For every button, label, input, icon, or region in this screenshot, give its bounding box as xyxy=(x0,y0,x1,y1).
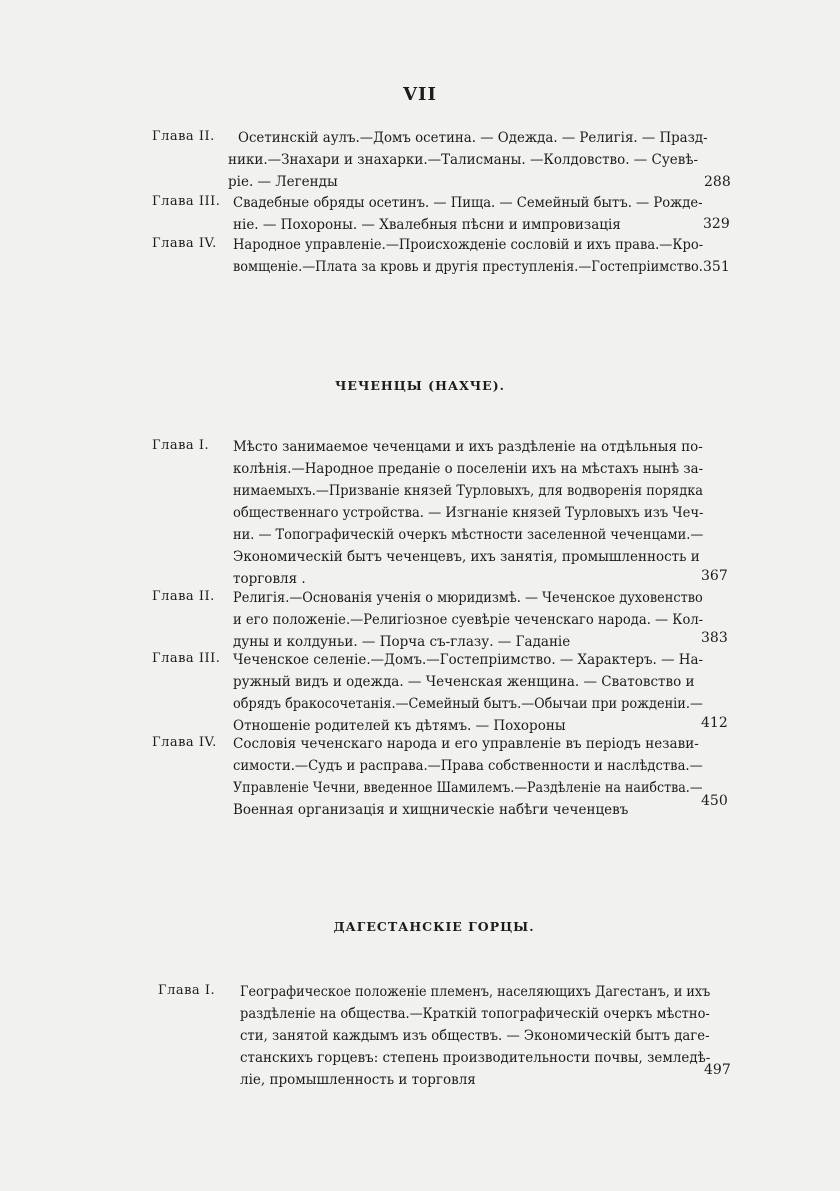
entry-line: нимаемыхъ.—Призваніе князей Турловыхъ, для водворенія порядка xyxy=(233,483,704,499)
entry-line: симости.—Судъ и расправа.—Права собственности и наслѣдства.— xyxy=(233,758,703,774)
entry-line: ніе. — Похороны. — Хвалебныя пѣсни и импровизація xyxy=(233,217,621,233)
page-ref: 367 xyxy=(701,568,728,584)
entry-line: обрядъ бракосочетанія.—Семейный бытъ.—Обычаи при рожденіи.— xyxy=(233,696,703,712)
entry-line: Управленіе Чечни, введенное Шамилемъ.—Раздѣленіе на наибства.— xyxy=(233,780,703,796)
entry-line: Сословія чеченскаго народа и его управленіе въ періодъ незави- xyxy=(233,736,699,752)
page-ref: 288 xyxy=(704,174,731,190)
section-title: ЧЕЧЕНЦЫ (НАХЧЕ). xyxy=(335,378,505,393)
entry-line: Географическое положеніе племенъ, населяющихъ Дагестанъ, и ихъ xyxy=(240,984,711,1000)
page-ref: 412 xyxy=(701,715,728,731)
entry-line: раздѣленіе на общества.—Краткій топографическій очеркъ мѣстно- xyxy=(240,1006,710,1022)
chapter-label: Глава II. xyxy=(152,129,215,144)
entry-line: общественнаго устройства. — Изгнаніе князей Турловыхъ изъ Чеч- xyxy=(233,505,704,521)
toc-entry xyxy=(152,235,732,279)
toc-entry xyxy=(152,650,732,738)
entry-line: Отношеніе родителей къ дѣтямъ. — Похороны xyxy=(233,718,566,734)
entry-line: ни. — Топографическій очеркъ мѣстности заселенной чеченцами.— xyxy=(233,527,704,543)
entry-line: Осетинскій аулъ.—Домъ осетина. — Одежда. — Религія. — Празд- xyxy=(238,130,708,146)
entry-line: Свадебные обряды осетинъ. — Пища. — Семейный бытъ. — Рожде- xyxy=(233,195,703,211)
entry-line: Мѣсто занимаемое чеченцами и ихъ раздѣленіе на отдѣльныя по- xyxy=(233,439,703,455)
page-ref: 351 xyxy=(703,259,730,275)
toc-entry xyxy=(158,982,738,1092)
entry-line: станскихъ горцевъ: степень производительности почвы, земледѣ- xyxy=(240,1050,711,1066)
entry-line: Экономическій бытъ чеченцевъ, ихъ занятія, промышленность и xyxy=(233,549,700,565)
entry-line: ліе, промышленность и торговля xyxy=(240,1072,476,1088)
chapter-label: Глава I. xyxy=(158,983,216,998)
toc-entry xyxy=(152,128,732,198)
page-number: VII xyxy=(403,84,437,105)
entry-line: ники.—Знахари и знахарки.—Талисманы. —Колдовство. — Суевѣ- xyxy=(228,152,699,168)
chapter-label: Глава II. xyxy=(152,589,215,604)
page-ref: 450 xyxy=(701,793,728,809)
entry-line: Военная организація и хищническіе набѣги чеченцевъ xyxy=(233,802,629,818)
toc-entry xyxy=(152,193,732,237)
chapter-label: Глава IV. xyxy=(152,735,217,750)
entry-line: вомщеніе.—Плата за кровь и другія преступленія.—Гостепріимство. xyxy=(233,259,703,275)
page-ref: 329 xyxy=(703,216,730,232)
chapter-label: Глава IV. xyxy=(152,236,217,251)
page-ref: 497 xyxy=(704,1062,731,1078)
toc-entry xyxy=(152,588,732,654)
toc-entry xyxy=(152,734,732,822)
entry-line: ріе. — Легенды xyxy=(228,174,338,190)
section-title: ДАГЕСТАНСКІЕ ГОРЦЫ. xyxy=(333,919,535,934)
entry-line: Народное управленіе.—Происхожденіе сословій и ихъ права.—Кро- xyxy=(233,237,704,253)
entry-line: Религія.—Основанія ученія о мюридизмѣ. — Чеченское духовенство xyxy=(233,590,703,606)
entry-line: дуны и колдуньи. — Порча съ-глазу. — Гаданіе xyxy=(233,634,571,650)
entry-line: и его положеніе.—Религіозное суевѣріе чеченскаго народа. — Кол- xyxy=(233,612,704,628)
chapter-label: Глава III. xyxy=(152,194,221,209)
entry-line: Чеченское селеніе.—Домъ.—Гостепріимство. — Характеръ. — На- xyxy=(233,652,704,668)
toc-entry xyxy=(152,437,732,587)
entry-line: торговля . xyxy=(233,571,306,587)
page-ref: 383 xyxy=(701,630,728,646)
entry-line: ружный видъ и одежда. — Чеченская женщина. — Сватовство и xyxy=(233,674,695,690)
entry-line: сти, занятой каждымъ изъ обществъ. — Экономическій бытъ даге- xyxy=(240,1028,710,1044)
entry-line: колѣнія.—Народное преданіе о поселеніи ихъ на мѣстахъ нынѣ за- xyxy=(233,461,704,477)
chapter-label: Глава III. xyxy=(152,651,221,666)
chapter-label: Глава I. xyxy=(152,438,210,453)
